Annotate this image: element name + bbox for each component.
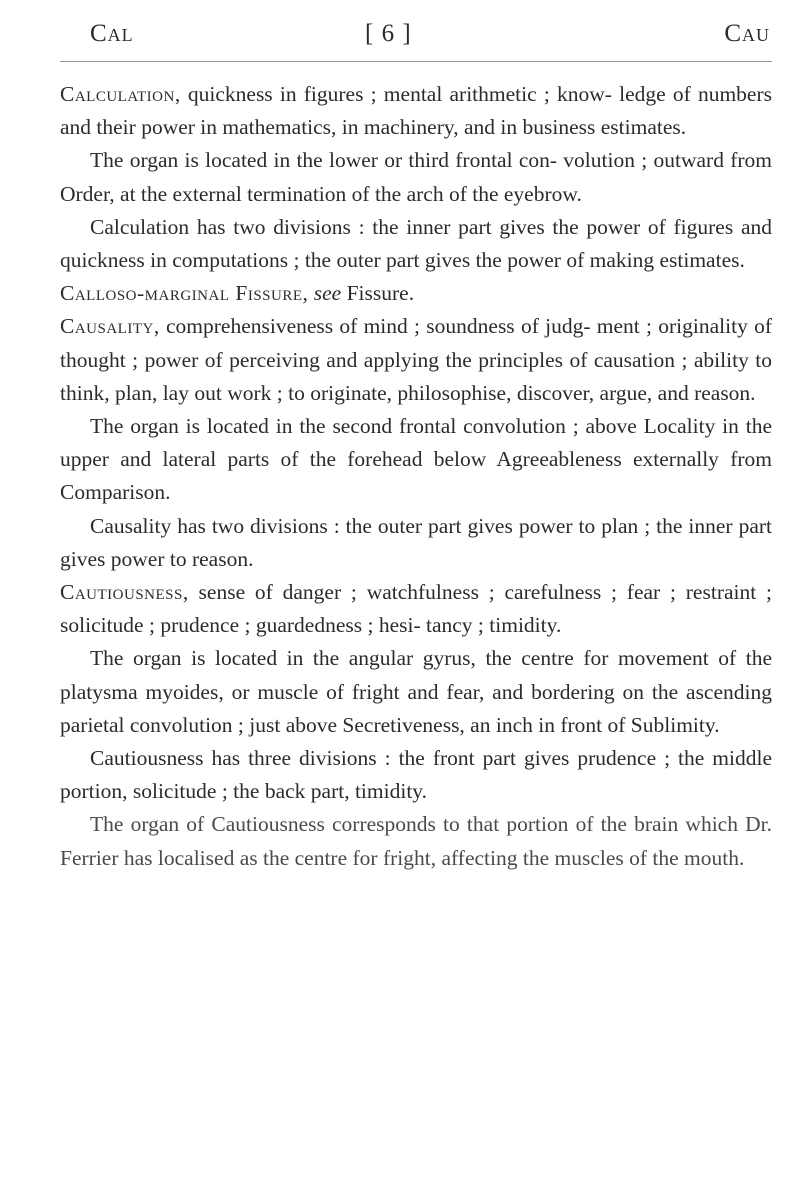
header-right-guide-word: Cau bbox=[724, 20, 770, 47]
page-body bbox=[60, 78, 772, 875]
paragraph: The organ is located in the angular gyrus, the centre for movement of the platysma myoides, or muscle of fright and fear, and bordering on the ascending parietal convolution ; just above Secretiveness, an inch in front of Sublimity. bbox=[60, 646, 772, 737]
page-number: [ 6 ] bbox=[365, 20, 412, 47]
paragraph: Causality has two divisions : the outer part gives power to plan ; the inner part gives power to reason. bbox=[60, 513, 772, 571]
running-header bbox=[90, 20, 770, 60]
paragraph: The organ is located in the second frontal convolution ; above Locality in the upper and lateral parts of the forehead below Agreeableness externally from Comparison. bbox=[60, 414, 772, 505]
entry-term: Calloso-marginal Fissure, bbox=[60, 281, 309, 306]
header-rule bbox=[60, 61, 772, 62]
paragraph: The organ is located in the lower or third frontal con- volution ; outward from Order, at the external termination of the arch of the eyebrow. bbox=[60, 148, 772, 206]
header-left-guide-word: Cal bbox=[90, 20, 134, 47]
entry-definition: quickness in figures ; mental arithmetic ; know- ledge of numbers and their power in mathematics, in machinery, and in business estimates. bbox=[60, 82, 772, 140]
entry-term: Causality, bbox=[60, 314, 160, 339]
entry-term: Cautiousness, bbox=[60, 580, 189, 605]
entry-cautiousness bbox=[60, 576, 772, 642]
paragraph: Cautiousness has three divisions : the front part gives prudence ; the middle portion, solicitude ; the back part, timidity. bbox=[60, 746, 772, 804]
see-reference: see bbox=[313, 281, 342, 306]
paragraph: Calculation has two divisions : the inner part gives the power of figures and quickness in computations ; the outer part gives the power of making estimates. bbox=[60, 214, 772, 273]
entry-term: Calculation, bbox=[60, 82, 181, 106]
cross-reference: Fissure. bbox=[341, 281, 415, 306]
entry-definition: comprehensiveness of mind ; soundness of judg- ment ; originality of thought ; power of perceiving and applying the principles of causation ; ability to think, plan, lay out work ; to originate, philosophise, discover, argue, and reason. bbox=[60, 314, 772, 405]
entry-definition: sense of danger ; watchfulness ; carefulness ; fear ; restraint ; solicitude ; prudence ; guardedness ; hesi- tancy ; timidity. bbox=[60, 580, 772, 638]
entry-causality bbox=[60, 310, 772, 410]
entry-calculation bbox=[60, 78, 772, 144]
paragraph: The organ of Cautiousness corresponds to that portion of the brain which Dr. Ferrier has localised as the centre for fright, affecting the muscles of the mouth. bbox=[60, 812, 772, 870]
entry-calloso-marginal bbox=[60, 277, 772, 310]
